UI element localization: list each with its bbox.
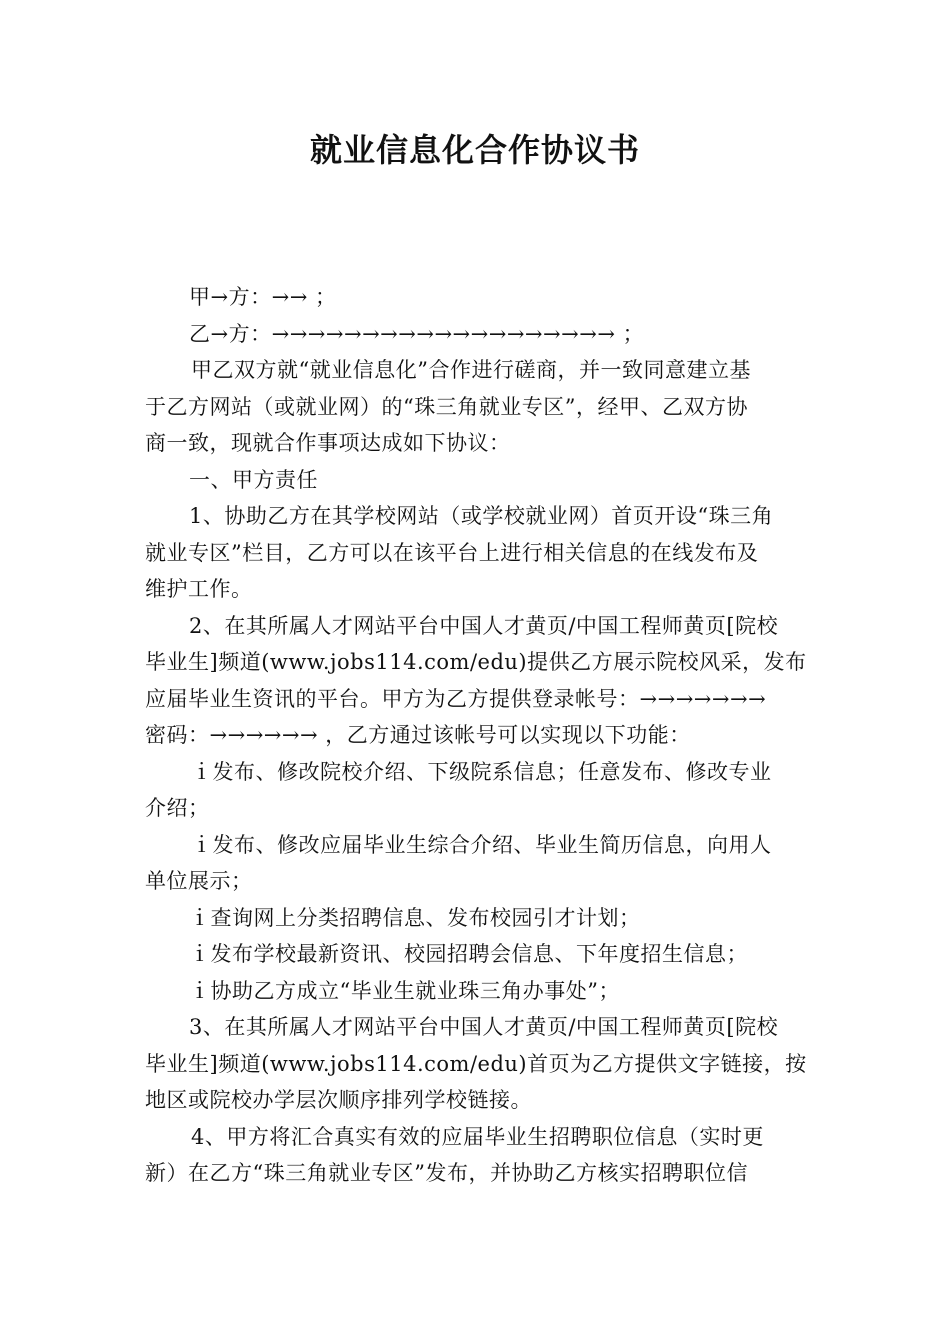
section-heading: 一、甲方责任: [189, 467, 318, 492]
clause-line: 2、在其所属人才网站平台中国人才黄页/中国工程师黄页[院校: [189, 613, 779, 638]
function-item-line: ｉ发布、修改院校介绍、下级院系信息；任意发布、修改专业: [191, 759, 772, 784]
party-a-line: 甲→方：→→ ；: [189, 285, 337, 309]
clause-line: 密码：→→→→→→ ，乙方通过该帐号可以实现以下功能：: [145, 723, 691, 747]
clause-line: 新）在乙方“珠三角就业专区”发布，并协助乙方核实招聘职位信: [145, 1161, 748, 1185]
function-item-line: 介绍；: [145, 796, 210, 820]
clause-line: 维护工作。: [145, 577, 253, 601]
paragraph-line: 于乙方网站（或就业网）的“珠三角就业专区”，经甲、乙双方协: [145, 394, 748, 419]
paragraph-line: 甲乙双方就“就业信息化”合作进行磋商，并一致同意建立基: [191, 358, 751, 382]
clause-line: 地区或院校办学层次顺序排列学校链接。: [145, 1088, 532, 1112]
paragraph-line: 商一致，现就合作事项达成如下协议：: [145, 431, 511, 455]
clause-line: 毕业生]频道(www.jobs114.com/edu)首页为乙方提供文字链接，按: [145, 1051, 807, 1076]
function-item-line: 单位展示；: [145, 869, 253, 893]
party-b-line: 乙→方：→→→→→→→→→→→→→→→→→→→ ；: [189, 321, 645, 346]
function-item-line: ｉ协助乙方成立“毕业生就业珠三角办事处”；: [189, 978, 620, 1003]
clause-line: 毕业生]频道(www.jobs114.com/edu)提供乙方展示院校风采，发布: [145, 650, 807, 674]
document-title: 就业信息化合作协议书: [309, 131, 640, 169]
function-item-line: ｉ发布、修改应届毕业生综合介绍、毕业生简历信息，向用人: [191, 832, 772, 857]
document-body: [145, 279, 809, 1192]
function-item-line: ｉ发布学校最新资讯、校园招聘会信息、下年度招生信息；: [189, 942, 748, 966]
clause-line: 3、在其所属人才网站平台中国人才黄页/中国工程师黄页[院校: [189, 1015, 779, 1039]
clause-line: 就业专区”栏目，乙方可以在该平台上进行相关信息的在线发布及: [145, 540, 759, 565]
clause-line: 应届毕业生资讯的平台。甲方为乙方提供登录帐号：→→→→→→→: [145, 686, 767, 711]
clause-line: 4、甲方将汇合真实有效的应届毕业生招聘职位信息（实时更: [191, 1124, 764, 1149]
clause-line: 1、协助乙方在其学校网站（或学校就业网）首页开设“珠三角: [189, 504, 774, 528]
function-item-line: ｉ查询网上分类招聘信息、发布校园引才计划；: [189, 905, 641, 930]
